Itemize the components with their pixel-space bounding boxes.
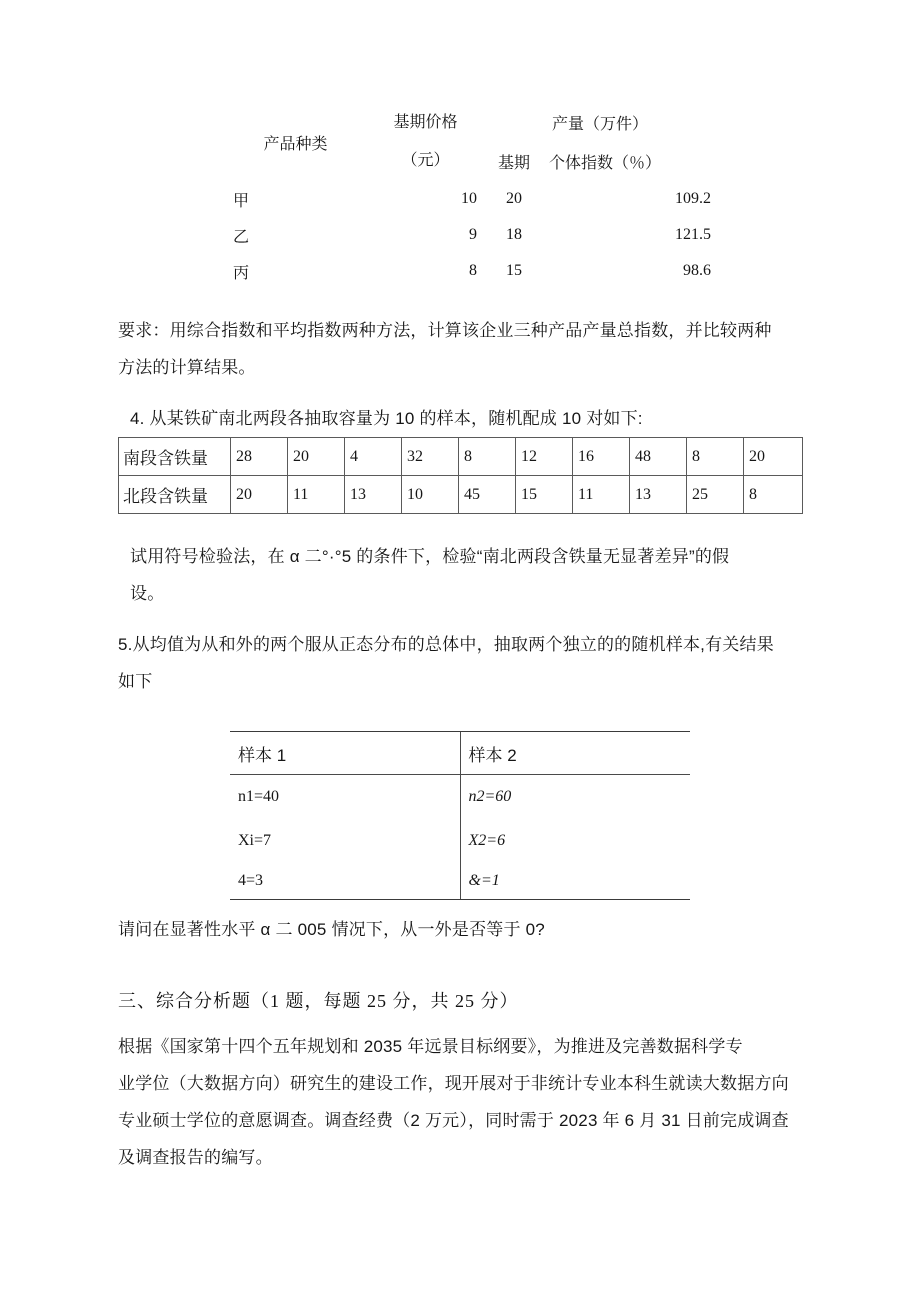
cell-base: 15 xyxy=(506,262,522,279)
requirement-paragraph xyxy=(118,312,808,386)
cell-south-8: 48 xyxy=(630,438,687,476)
cell-north-6: 15 xyxy=(516,476,573,514)
header-base-period: 基期 xyxy=(497,155,530,172)
cell-product: 甲 xyxy=(233,192,250,210)
cell-north-10: 8 xyxy=(744,476,803,514)
cell-sample1-mean: Xi=7 xyxy=(238,832,272,849)
table-header-row-1 xyxy=(223,103,717,142)
table-row xyxy=(223,217,717,253)
cell-north-8: 13 xyxy=(630,476,687,514)
section-3-body-line-2: 业学位（大数据方向）研究生的建设工作，现开展对于非统计专业本科生就读大数据方向 xyxy=(118,1074,789,1093)
cell-price: 8 xyxy=(469,262,477,279)
cell-south-7: 16 xyxy=(573,438,630,476)
question-5-tail: 请问在显著性水平 α 二 005 情况下，从一外是否等于 0? xyxy=(118,920,545,939)
header-sample-1: 样本 1 xyxy=(230,732,460,775)
cell-south-4: 32 xyxy=(402,438,459,476)
cell-index: 121.5 xyxy=(675,226,711,243)
cell-sample2-n-text: n2=60 xyxy=(468,788,512,805)
cell-sample1-n xyxy=(230,775,460,820)
cell-south-1: 28 xyxy=(231,438,288,476)
question-4-tail-line-2: 设。 xyxy=(130,584,165,603)
requirement-line-2: 方法的计算结果。 xyxy=(118,358,256,377)
section-3-body-line-4: 及调查报告的编写。 xyxy=(118,1148,273,1167)
cell-sample2-mean: X2=6 xyxy=(460,819,690,863)
cell-south-2: 20 xyxy=(288,438,345,476)
table-row xyxy=(119,476,803,514)
row-label-south: 南段含铁量 xyxy=(119,438,231,476)
question-5-lead-line-1: 5.从均值为从和外的两个服从正态分布的总体中，抽取两个独立的的随机样本,有关结果 xyxy=(118,635,774,654)
table-row xyxy=(223,181,717,217)
cell-sample2-n xyxy=(460,775,690,820)
header-sample-2: 样本 2 xyxy=(460,732,690,775)
table-row xyxy=(230,819,690,863)
question-4-tail-line-1: 试用符号检验法，在 α 二°·°5 的条件下，检验“南北两段含铁量无显著差异”的假 xyxy=(130,547,730,566)
requirement-line-1: 要求：用综合指数和平均指数两种方法，计算该企业三种产品产量总指数，并比较两种 xyxy=(118,321,772,340)
cell-price: 9 xyxy=(469,226,477,243)
section-3-heading: 三、综合分析题（1 题，每题 25 分，共 25 分） xyxy=(118,991,519,1011)
cell-product: 丙 xyxy=(233,264,250,282)
table-row xyxy=(223,253,717,289)
cell-south-3: 4 xyxy=(345,438,402,476)
cell-south-9: 8 xyxy=(687,438,744,476)
cell-index: 98.6 xyxy=(683,262,711,279)
header-product-type: 产品种类 xyxy=(263,135,328,153)
header-output-group: 产量（万件） xyxy=(551,116,648,133)
question-4-lead: 4. 从某铁矿南北两段各抽取容量为 10 的样本，随机配成 10 对如下: xyxy=(130,409,643,428)
table-header-row xyxy=(230,732,690,775)
section-3-body-line-1: 根据《国家第十四个五年规划和 2035 年远景目标纲要》，为推进及完善数据科学专 xyxy=(118,1037,743,1056)
header-base-price-line1: 基期价格 xyxy=(393,114,458,131)
section-3-body xyxy=(118,1028,818,1176)
cell-sample1-sd: 4=3 xyxy=(230,863,460,900)
cell-north-2: 11 xyxy=(288,476,345,514)
header-base-price xyxy=(368,103,483,181)
question-5-lead-line-2: 如下 xyxy=(118,672,153,691)
table-row xyxy=(119,438,803,476)
cell-south-5: 8 xyxy=(459,438,516,476)
question-4-tail xyxy=(130,538,820,612)
section-3-body-line-3: 专业硕士学位的意愿调查。调查经费（2 万元），同时需于 2023 年 6 月 31 日前完成调查 xyxy=(118,1111,789,1130)
table-row xyxy=(230,775,690,820)
cell-south-10: 20 xyxy=(744,438,803,476)
cell-north-9: 25 xyxy=(687,476,744,514)
product-index-table xyxy=(223,103,717,289)
sample-comparison-table xyxy=(230,731,690,900)
row-label-north: 北段含铁量 xyxy=(119,476,231,514)
cell-base: 20 xyxy=(506,190,522,207)
cell-product: 乙 xyxy=(233,228,250,246)
cell-north-4: 10 xyxy=(402,476,459,514)
cell-north-7: 11 xyxy=(573,476,630,514)
cell-sample1-n-text: n1=40 xyxy=(238,788,280,805)
header-base-price-line2: （元） xyxy=(401,152,450,169)
cell-base: 18 xyxy=(506,226,522,243)
iron-content-table xyxy=(118,437,802,514)
cell-sample2-sd: &=1 xyxy=(460,863,690,900)
cell-north-1: 20 xyxy=(231,476,288,514)
cell-north-5: 45 xyxy=(459,476,516,514)
cell-south-6: 12 xyxy=(516,438,573,476)
header-individual-index: 个体指数（％） xyxy=(549,155,662,172)
table-row xyxy=(230,863,690,900)
question-5-lead xyxy=(118,626,818,700)
cell-index: 109.2 xyxy=(675,190,711,207)
cell-price: 10 xyxy=(461,190,477,207)
cell-north-3: 13 xyxy=(345,476,402,514)
